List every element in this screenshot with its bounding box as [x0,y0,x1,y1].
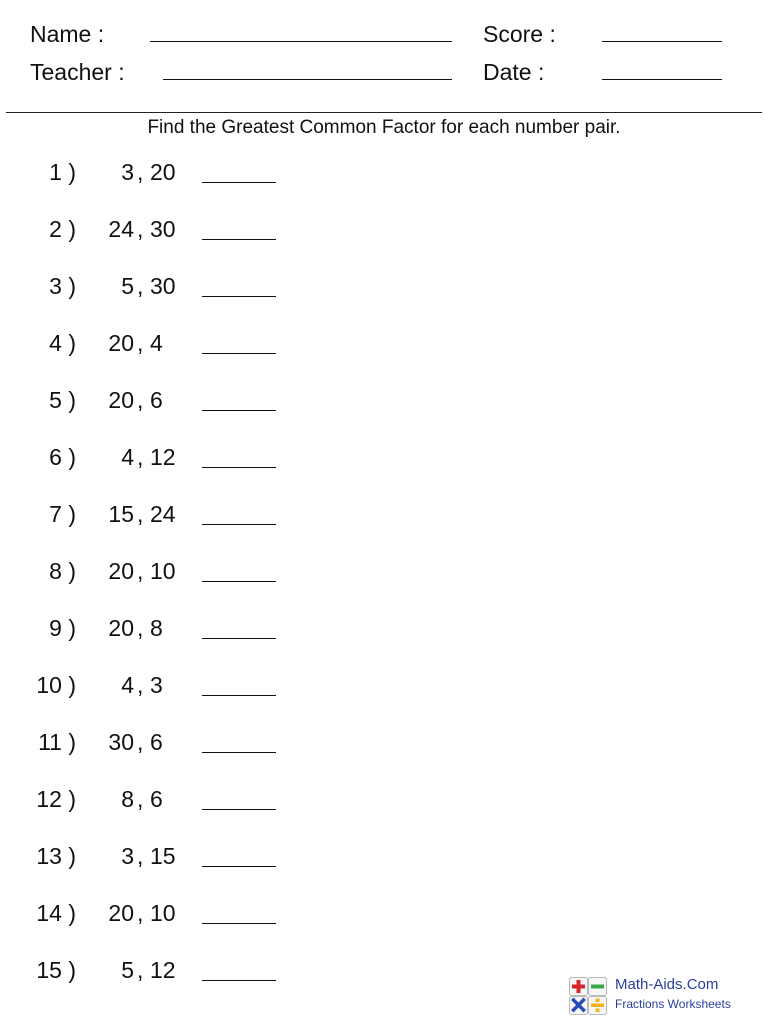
pair-separator: , [137,558,144,584]
problem-number: 9 ) [49,615,76,641]
problem-item [0,328,300,358]
problem-item [0,214,300,244]
problem-number: 12 ) [36,786,76,812]
problem-number: 1 ) [49,159,76,185]
logo-title: Math-Aids.Com [615,976,719,993]
first-number: 5 [121,273,134,299]
second-number: 10 [150,900,176,926]
problem-number: 14 ) [36,900,76,926]
problem-number: 7 ) [49,501,76,527]
math-operators-grid-icon [569,977,607,1015]
answer-blank[interactable] [202,353,276,354]
problem-item [0,898,300,928]
score-line [602,41,722,42]
second-number: 4 [150,330,163,356]
answer-blank[interactable] [202,695,276,696]
problem-number: 8 ) [49,558,76,584]
logo-text [615,975,731,1013]
math-aids-logo [569,975,759,1015]
date-line [602,79,722,80]
answer-blank[interactable] [202,581,276,582]
pair-separator: , [137,615,144,641]
second-number: 30 [150,216,176,242]
problem-item [0,613,300,643]
first-number: 3 [121,159,134,185]
answer-blank[interactable] [202,809,276,810]
first-number: 30 [108,729,134,755]
answer-blank[interactable] [202,866,276,867]
answer-blank[interactable] [202,239,276,240]
problem-item [0,670,300,700]
first-number: 3 [121,843,134,869]
pair-separator: , [137,444,144,470]
second-number: 3 [150,672,163,698]
first-number: 5 [121,957,134,983]
problem-item [0,955,300,985]
pair-separator: , [137,900,144,926]
pair-separator: , [137,216,144,242]
first-number: 20 [108,558,134,584]
problem-number: 5 ) [49,387,76,413]
problem-item [0,271,300,301]
second-number: 12 [150,957,176,983]
second-number: 24 [150,501,176,527]
score-label: Score : [483,21,556,47]
first-number: 20 [108,900,134,926]
pair-separator: , [137,387,144,413]
problem-item [0,727,300,757]
problem-number: 10 ) [36,672,76,698]
answer-blank[interactable] [202,296,276,297]
name-line [150,41,452,42]
pair-separator: , [137,501,144,527]
answer-blank[interactable] [202,524,276,525]
header-divider [6,112,762,113]
problem-number: 3 ) [49,273,76,299]
first-number: 4 [121,444,134,470]
instructions: Find the Greatest Common Factor for each number pair. [147,117,621,138]
first-number: 4 [121,672,134,698]
answer-blank[interactable] [202,752,276,753]
second-number: 10 [150,558,176,584]
second-number: 8 [150,615,163,641]
problem-number: 11 ) [38,729,76,755]
problem-item [0,442,300,472]
answer-blank[interactable] [202,467,276,468]
teacher-line [163,79,452,80]
problem-item [0,385,300,415]
answer-blank[interactable] [202,410,276,411]
pair-separator: , [137,957,144,983]
answer-blank[interactable] [202,923,276,924]
pair-separator: , [137,159,144,185]
pair-separator: , [137,273,144,299]
second-number: 6 [150,786,163,812]
answer-blank[interactable] [202,638,276,639]
pair-separator: , [137,786,144,812]
problem-item [0,556,300,586]
second-number: 20 [150,159,176,185]
problem-number: 6 ) [49,444,76,470]
second-number: 30 [150,273,176,299]
answer-blank[interactable] [202,980,276,981]
problem-number: 15 ) [36,957,76,983]
logo-subtitle: Fractions Worksheets [615,997,731,1011]
second-number: 6 [150,729,163,755]
second-number: 12 [150,444,176,470]
pair-separator: , [137,843,144,869]
problem-number: 4 ) [49,330,76,356]
problem-item [0,499,300,529]
second-number: 6 [150,387,163,413]
problem-item [0,841,300,871]
date-label: Date : [483,59,545,85]
first-number: 20 [108,330,134,356]
second-number: 15 [150,843,176,869]
problem-item [0,784,300,814]
problem-item [0,157,300,187]
problem-number: 2 ) [49,216,76,242]
name-label: Name : [30,21,105,47]
pair-separator: , [137,729,144,755]
first-number: 20 [108,615,134,641]
first-number: 24 [108,216,134,242]
first-number: 20 [108,387,134,413]
pair-separator: , [137,672,144,698]
first-number: 8 [121,786,134,812]
pair-separator: , [137,330,144,356]
teacher-label: Teacher : [30,59,125,85]
problem-number: 13 ) [36,843,76,869]
answer-blank[interactable] [202,182,276,183]
first-number: 15 [108,501,134,527]
